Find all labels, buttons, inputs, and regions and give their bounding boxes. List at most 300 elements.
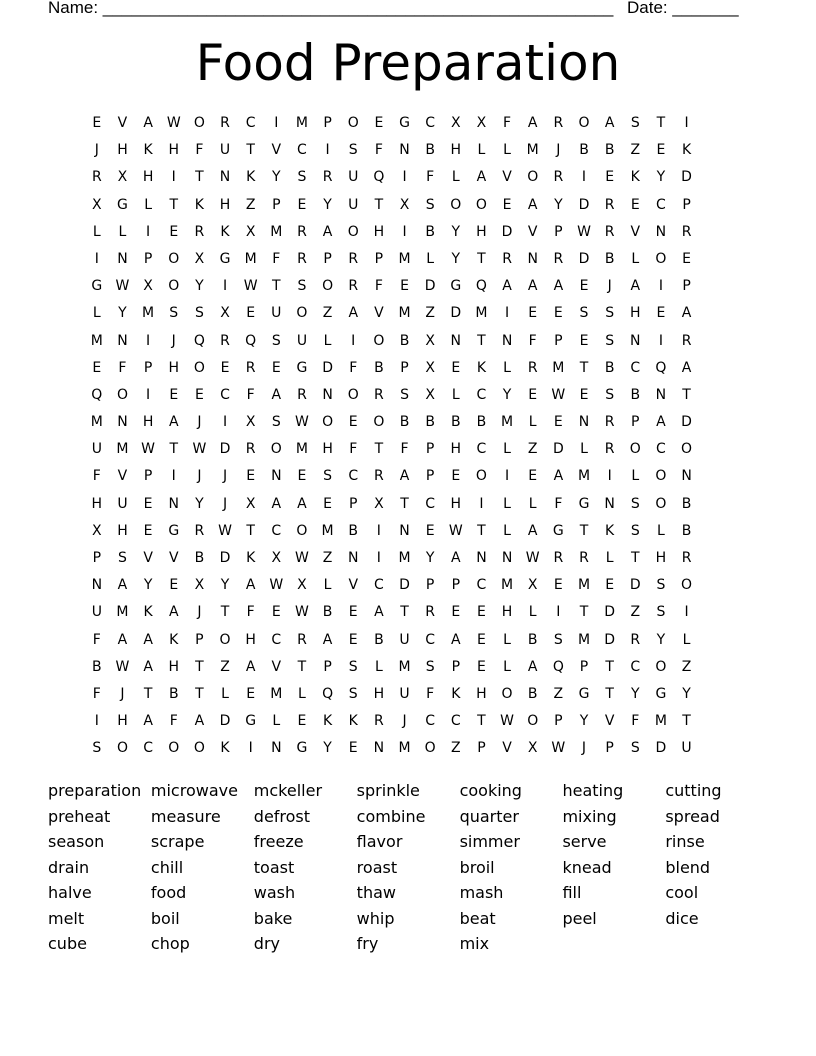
grid-letter[interactable]: P (143, 468, 153, 485)
grid-letter[interactable]: R (194, 522, 205, 539)
grid-letter[interactable]: U (348, 169, 359, 186)
grid-letter[interactable]: M (142, 305, 155, 322)
grid-letter[interactable]: X (527, 740, 538, 757)
grid-letter[interactable]: P (554, 223, 563, 240)
grid-letter[interactable]: E (682, 250, 691, 267)
grid-letter[interactable]: R (194, 223, 205, 240)
grid-letter[interactable]: F (349, 359, 358, 376)
grid-letter[interactable]: A (476, 169, 487, 186)
grid-letter[interactable]: A (245, 658, 256, 675)
grid-letter[interactable]: S (169, 305, 179, 322)
grid-letter[interactable]: O (322, 414, 334, 431)
grid-letter[interactable]: T (374, 441, 384, 458)
grid-letter[interactable]: A (451, 631, 461, 648)
grid-letter[interactable]: E (400, 278, 409, 295)
grid-letter[interactable]: P (451, 658, 461, 675)
grid-letter[interactable]: S (271, 332, 281, 349)
grid-letter[interactable]: S (297, 169, 307, 186)
grid-letter[interactable]: X (399, 196, 410, 213)
grid-letter[interactable]: E (143, 522, 153, 539)
grid-letter[interactable]: V (374, 305, 384, 322)
grid-letter[interactable]: K (143, 142, 153, 159)
grid-letter[interactable]: B (476, 414, 487, 431)
grid-letter[interactable]: E (451, 359, 461, 376)
grid-letter[interactable]: F (92, 685, 101, 702)
grid-letter[interactable]: L (528, 495, 537, 512)
grid-letter[interactable]: E (656, 142, 666, 159)
grid-letter[interactable]: C (476, 441, 487, 458)
grid-letter[interactable]: P (323, 115, 332, 131)
grid-letter[interactable]: L (118, 223, 127, 240)
grid-letter[interactable]: D (399, 577, 410, 594)
grid-letter[interactable]: J (402, 713, 407, 730)
grid-letter[interactable]: T (195, 685, 204, 702)
grid-letter[interactable]: X (271, 550, 282, 566)
grid-letter[interactable]: B (681, 495, 692, 512)
grid-letter[interactable]: P (92, 550, 102, 566)
grid-letter[interactable]: L (605, 550, 614, 566)
grid-letter[interactable]: Y (425, 550, 435, 566)
grid-letter[interactable]: L (298, 685, 306, 702)
grid-letter[interactable]: K (605, 522, 615, 539)
grid-letter[interactable]: R (604, 196, 615, 213)
grid-letter[interactable]: L (503, 142, 511, 159)
grid-letter[interactable]: K (476, 359, 487, 376)
grid-letter[interactable]: P (425, 441, 435, 458)
grid-letter[interactable]: T (246, 522, 255, 539)
grid-letter[interactable]: H (142, 414, 154, 431)
grid-letter[interactable]: O (347, 223, 359, 240)
grid-letter[interactable]: X (425, 332, 435, 349)
grid-letter[interactable]: U (91, 604, 102, 621)
grid-letter[interactable]: P (451, 577, 461, 594)
grid-letter[interactable]: A (271, 495, 282, 512)
grid-letter[interactable]: B (399, 332, 410, 349)
grid-letter[interactable]: S (630, 115, 640, 131)
grid-letter[interactable]: R (220, 115, 230, 131)
grid-letter[interactable]: B (92, 658, 102, 675)
grid-letter[interactable]: Z (681, 658, 692, 675)
grid-letter[interactable]: U (91, 441, 102, 458)
grid-letter[interactable]: S (194, 305, 204, 322)
grid-letter[interactable]: Y (195, 278, 204, 295)
grid-letter[interactable]: C (297, 142, 307, 159)
grid-letter[interactable]: Z (450, 740, 461, 757)
grid-letter[interactable]: E (425, 522, 435, 539)
grid-letter[interactable]: L (221, 685, 229, 702)
grid-letter[interactable]: I (607, 468, 612, 485)
grid-letter[interactable]: Z (322, 305, 333, 322)
grid-letter[interactable]: N (399, 522, 410, 539)
grid-letter[interactable]: Y (195, 495, 204, 512)
grid-letter[interactable]: A (117, 577, 128, 594)
grid-letter[interactable]: W (115, 658, 130, 675)
grid-letter[interactable]: I (581, 169, 587, 186)
grid-letter[interactable]: M (577, 631, 591, 648)
grid-letter[interactable]: C (220, 386, 230, 403)
grid-letter[interactable]: R (297, 250, 307, 267)
grid-letter[interactable]: U (399, 685, 410, 702)
grid-letter[interactable]: Q (475, 278, 487, 295)
grid-letter[interactable]: L (92, 305, 101, 322)
grid-letter[interactable]: E (605, 169, 615, 186)
grid-letter[interactable]: L (374, 658, 383, 675)
grid-letter[interactable]: L (323, 577, 332, 594)
grid-letter[interactable]: P (143, 359, 153, 376)
grid-letter[interactable]: G (450, 278, 462, 295)
grid-letter[interactable]: N (117, 250, 128, 267)
grid-letter[interactable]: T (477, 332, 486, 349)
grid-letter[interactable]: L (503, 522, 511, 539)
grid-letter[interactable]: T (682, 713, 691, 730)
grid-letter[interactable]: J (94, 142, 99, 159)
grid-letter[interactable]: K (143, 604, 153, 621)
grid-letter[interactable]: V (271, 658, 282, 675)
grid-letter[interactable]: D (552, 441, 564, 458)
grid-letter[interactable]: T (400, 495, 409, 512)
grid-letter[interactable]: O (681, 577, 693, 594)
grid-letter[interactable]: L (92, 223, 101, 240)
grid-letter[interactable]: G (245, 713, 257, 730)
grid-letter[interactable]: M (270, 223, 283, 240)
grid-letter[interactable]: I (658, 332, 663, 349)
grid-letter[interactable]: W (551, 386, 566, 403)
grid-letter[interactable]: V (271, 142, 282, 159)
grid-letter[interactable]: I (376, 522, 381, 539)
grid-letter[interactable]: R (553, 115, 564, 131)
grid-letter[interactable]: V (502, 169, 512, 186)
grid-letter[interactable]: E (374, 115, 384, 131)
grid-letter[interactable]: P (554, 332, 563, 349)
grid-letter[interactable]: S (323, 468, 333, 485)
grid-letter[interactable]: I (171, 468, 176, 485)
grid-letter[interactable]: E (348, 631, 358, 648)
grid-letter[interactable]: O (475, 468, 487, 485)
grid-letter[interactable]: O (475, 196, 487, 213)
grid-letter[interactable]: R (681, 332, 692, 349)
grid-letter[interactable]: Q (655, 359, 667, 376)
grid-letter[interactable]: B (374, 631, 384, 648)
grid-letter[interactable]: L (682, 631, 691, 648)
grid-letter[interactable]: C (348, 468, 359, 485)
grid-letter[interactable]: C (630, 359, 641, 376)
grid-letter[interactable]: W (269, 577, 284, 594)
grid-letter[interactable]: E (169, 577, 179, 594)
grid-letter[interactable]: J (197, 604, 202, 621)
grid-letter[interactable]: X (194, 250, 205, 267)
grid-letter[interactable]: Y (502, 386, 512, 403)
grid-letter[interactable]: H (168, 142, 179, 159)
grid-letter[interactable]: D (681, 414, 692, 431)
grid-letter[interactable]: X (297, 577, 307, 594)
grid-letter[interactable]: H (630, 305, 641, 322)
grid-letter[interactable]: L (451, 386, 460, 403)
grid-letter[interactable]: P (195, 631, 204, 648)
grid-letter[interactable]: O (655, 468, 667, 485)
grid-letter[interactable]: O (655, 250, 667, 267)
grid-letter[interactable]: F (92, 468, 101, 485)
grid-letter[interactable]: L (580, 441, 588, 458)
grid-letter[interactable]: G (399, 115, 410, 131)
grid-letter[interactable]: A (374, 604, 384, 621)
grid-letter[interactable]: P (272, 196, 281, 213)
grid-letter[interactable]: I (248, 740, 253, 757)
grid-letter[interactable]: B (527, 631, 538, 648)
grid-letter[interactable]: R (553, 550, 564, 566)
grid-letter[interactable]: F (426, 169, 435, 186)
grid-letter[interactable]: R (220, 332, 230, 349)
grid-letter[interactable]: T (605, 658, 614, 675)
grid-letter[interactable]: C (143, 740, 153, 757)
grid-letter[interactable]: Z (553, 685, 564, 702)
grid-letter[interactable]: P (554, 713, 563, 730)
grid-letter[interactable]: R (527, 359, 538, 376)
grid-letter[interactable]: F (118, 359, 127, 376)
grid-letter[interactable]: P (425, 577, 435, 594)
grid-letter[interactable]: E (169, 386, 179, 403)
grid-letter[interactable]: O (116, 740, 128, 757)
grid-letter[interactable]: Y (323, 740, 332, 757)
grid-letter[interactable]: X (245, 223, 256, 240)
grid-letter[interactable]: A (168, 604, 179, 621)
grid-letter[interactable]: D (681, 169, 692, 186)
grid-letter[interactable]: O (193, 359, 205, 376)
grid-letter[interactable]: N (476, 550, 487, 566)
grid-letter[interactable]: T (477, 250, 486, 267)
grid-letter[interactable]: T (605, 685, 614, 702)
grid-letter[interactable]: T (656, 115, 666, 131)
grid-letter[interactable]: S (348, 142, 358, 159)
grid-letter[interactable]: V (502, 740, 512, 757)
grid-letter[interactable]: L (426, 250, 435, 267)
grid-letter[interactable]: A (271, 386, 282, 403)
grid-letter[interactable]: V (348, 577, 359, 594)
grid-letter[interactable]: K (630, 169, 640, 186)
grid-letter[interactable]: X (425, 386, 435, 403)
grid-letter[interactable]: R (348, 250, 359, 267)
grid-letter[interactable]: X (374, 495, 384, 512)
grid-letter[interactable]: A (604, 115, 615, 131)
grid-letter[interactable]: M (501, 577, 514, 594)
grid-letter[interactable]: N (604, 495, 615, 512)
grid-letter[interactable]: C (373, 577, 384, 594)
grid-letter[interactable]: T (579, 604, 589, 621)
grid-letter[interactable]: D (219, 713, 231, 730)
grid-letter[interactable]: O (450, 196, 462, 213)
grid-letter[interactable]: X (220, 305, 230, 322)
grid-letter[interactable]: R (322, 169, 333, 186)
grid-letter[interactable]: I (376, 550, 381, 566)
grid-letter[interactable]: P (323, 658, 332, 675)
grid-letter[interactable]: R (297, 223, 307, 240)
grid-letter[interactable]: I (402, 169, 407, 186)
grid-letter[interactable]: A (451, 550, 461, 566)
grid-letter[interactable]: L (272, 713, 281, 730)
grid-letter[interactable]: N (271, 740, 282, 757)
grid-letter[interactable]: Z (220, 658, 230, 675)
grid-letter[interactable]: A (681, 305, 692, 322)
grid-letter[interactable]: M (398, 305, 411, 322)
grid-letter[interactable]: R (425, 604, 436, 621)
grid-letter[interactable]: E (169, 223, 179, 240)
grid-letter[interactable]: R (374, 468, 384, 485)
grid-letter[interactable]: M (526, 142, 539, 159)
grid-letter[interactable]: N (630, 332, 641, 349)
grid-letter[interactable]: M (270, 685, 283, 702)
grid-letter[interactable]: Y (323, 196, 332, 213)
grid-letter[interactable]: N (271, 468, 282, 485)
grid-letter[interactable]: L (477, 142, 486, 159)
grid-letter[interactable]: F (246, 386, 255, 403)
grid-letter[interactable]: T (477, 713, 486, 730)
grid-letter[interactable]: P (323, 250, 332, 267)
grid-letter[interactable]: B (322, 604, 333, 621)
grid-letter[interactable]: X (194, 577, 205, 594)
grid-letter[interactable]: B (450, 414, 461, 431)
grid-letter[interactable]: L (451, 169, 460, 186)
grid-letter[interactable]: S (630, 522, 640, 539)
grid-letter[interactable]: N (655, 386, 667, 403)
grid-letter[interactable]: O (373, 332, 385, 349)
grid-letter[interactable]: G (552, 522, 564, 539)
grid-letter[interactable]: O (219, 631, 231, 648)
grid-letter[interactable]: W (551, 740, 566, 757)
grid-letter[interactable]: Q (322, 685, 334, 702)
grid-letter[interactable]: H (219, 196, 231, 213)
grid-letter[interactable]: I (146, 332, 151, 349)
grid-letter[interactable]: I (325, 142, 330, 159)
grid-letter[interactable]: E (553, 577, 563, 594)
grid-letter[interactable]: N (322, 386, 333, 403)
grid-letter[interactable]: I (684, 604, 689, 621)
grid-letter[interactable]: X (425, 359, 435, 376)
grid-letter[interactable]: P (477, 740, 486, 757)
grid-letter[interactable]: B (399, 414, 410, 431)
grid-letter[interactable]: K (348, 713, 358, 730)
grid-letter[interactable]: O (424, 740, 436, 757)
grid-letter[interactable]: P (400, 359, 409, 376)
grid-letter[interactable]: C (476, 386, 487, 403)
grid-letter[interactable]: Y (682, 685, 691, 702)
grid-letter[interactable]: O (296, 305, 308, 322)
grid-letter[interactable]: F (400, 441, 409, 458)
grid-letter[interactable]: Y (656, 631, 666, 648)
grid-letter[interactable]: B (168, 685, 179, 702)
grid-letter[interactable]: O (270, 441, 282, 458)
grid-letter[interactable]: X (245, 495, 256, 512)
grid-letter[interactable]: T (246, 142, 255, 159)
grid-letter[interactable]: Z (322, 550, 333, 566)
grid-letter[interactable]: R (604, 223, 615, 240)
grid-letter[interactable]: J (197, 468, 202, 485)
grid-letter[interactable]: T (143, 685, 153, 702)
grid-letter[interactable]: P (349, 495, 358, 512)
grid-letter[interactable]: L (503, 631, 511, 648)
grid-letter[interactable]: T (195, 658, 204, 675)
grid-letter[interactable]: A (348, 305, 359, 322)
grid-letter[interactable]: P (579, 658, 589, 675)
grid-letter[interactable]: H (168, 359, 179, 376)
grid-letter[interactable]: X (450, 115, 461, 131)
grid-letter[interactable]: W (500, 713, 514, 730)
grid-letter[interactable]: G (296, 359, 308, 376)
grid-letter[interactable]: H (476, 685, 487, 702)
grid-letter[interactable]: M (552, 359, 565, 376)
grid-letter[interactable]: E (92, 115, 102, 131)
grid-letter[interactable]: D (219, 441, 231, 458)
grid-letter[interactable]: Y (554, 196, 563, 213)
grid-letter[interactable]: J (556, 142, 561, 159)
grid-letter[interactable]: M (90, 332, 103, 349)
grid-letter[interactable]: T (169, 441, 179, 458)
grid-letter[interactable]: X (476, 115, 487, 131)
grid-letter[interactable]: Q (245, 332, 257, 349)
grid-letter[interactable]: E (656, 305, 666, 322)
grid-letter[interactable]: S (656, 577, 666, 594)
grid-letter[interactable]: W (115, 278, 130, 295)
grid-letter[interactable]: R (374, 713, 384, 730)
grid-letter[interactable]: O (373, 414, 385, 431)
grid-letter[interactable]: T (579, 522, 589, 539)
grid-letter[interactable]: A (168, 414, 179, 431)
grid-letter[interactable]: O (168, 250, 180, 267)
grid-letter[interactable]: S (400, 386, 409, 403)
grid-letter[interactable]: W (448, 522, 463, 539)
grid-letter[interactable]: M (501, 414, 514, 431)
grid-letter[interactable]: N (168, 495, 179, 512)
grid-letter[interactable]: B (527, 685, 538, 702)
grid-letter[interactable]: E (528, 305, 538, 322)
grid-letter[interactable]: A (322, 223, 333, 240)
grid-letter[interactable]: Z (245, 196, 256, 213)
grid-letter[interactable]: C (425, 631, 436, 648)
grid-letter[interactable]: E (348, 740, 358, 757)
grid-letter[interactable]: Q (552, 658, 564, 675)
grid-letter[interactable]: R (245, 359, 256, 376)
grid-letter[interactable]: F (195, 142, 204, 159)
grid-letter[interactable]: D (578, 196, 590, 213)
grid-letter[interactable]: R (604, 441, 615, 458)
grid-letter[interactable]: B (681, 522, 692, 539)
grid-letter[interactable]: F (503, 115, 512, 131)
grid-letter[interactable]: I (505, 305, 510, 322)
grid-letter[interactable]: T (630, 550, 640, 566)
grid-letter[interactable]: A (630, 278, 641, 295)
grid-letter[interactable]: G (91, 278, 103, 295)
grid-letter[interactable]: E (297, 468, 307, 485)
grid-letter[interactable]: Y (220, 577, 230, 594)
grid-letter[interactable]: Z (527, 441, 538, 458)
grid-letter[interactable]: E (553, 305, 563, 322)
grid-letter[interactable]: T (682, 386, 691, 403)
grid-letter[interactable]: H (168, 658, 179, 675)
grid-letter[interactable]: C (656, 441, 666, 458)
grid-letter[interactable]: A (245, 577, 256, 594)
grid-letter[interactable]: U (271, 305, 282, 322)
grid-letter[interactable]: L (528, 604, 537, 621)
grid-letter[interactable]: O (347, 115, 359, 131)
grid-letter[interactable]: P (143, 250, 153, 267)
grid-letter[interactable]: W (192, 441, 207, 458)
grid-letter[interactable]: G (168, 522, 180, 539)
grid-letter[interactable]: P (682, 196, 691, 213)
grid-letter[interactable]: A (322, 631, 333, 648)
grid-letter[interactable]: E (297, 196, 307, 213)
grid-letter[interactable]: X (92, 522, 102, 539)
grid-letter[interactable]: C (271, 631, 282, 648)
grid-letter[interactable]: N (501, 332, 513, 349)
grid-letter[interactable]: W (295, 550, 309, 566)
